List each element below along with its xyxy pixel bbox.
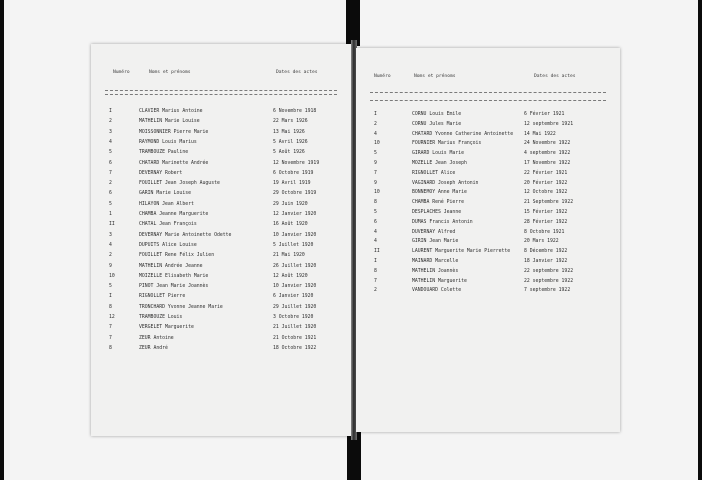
register-entry [91,109,353,119]
entry-date: 28 Février 1922 [524,219,568,225]
entry-name: DESPLACHES Jeanne [412,210,462,215]
entry-number: 5 [374,210,377,215]
entry-name: LAURENT Marguerite Marie Pierrette [412,249,511,255]
entry-date: 22 Février 1921 [524,170,568,176]
entry-name: FOUILLET Rene Félix Julien [139,253,215,259]
entry-number: 5 [109,150,112,156]
entry-date: 5 Juillet 1920 [273,242,314,248]
entry-date: 20 Février 1922 [524,180,568,186]
header-name: Noms et prénoms [149,70,191,75]
entry-number: 9 [374,180,377,186]
register-entry [91,264,353,274]
register-entry [91,202,353,212]
register-entry [356,112,620,122]
entry-date: 6 Janvier 1920 [273,294,314,300]
entry-date: 22 septembre 1922 [524,278,574,284]
entry-number: 7 [109,335,112,341]
entry-number: 4 [109,139,112,145]
register-entry [91,346,353,356]
register-entry [91,150,353,160]
register-entry [91,243,353,253]
entry-number: 2 [374,121,377,127]
entry-date: 7 septembre 1922 [524,288,571,294]
scanner-edge-right [698,0,702,480]
entry-date: 6 Octobre 1919 [273,170,314,176]
entry-number: 7 [109,170,112,176]
entry-number: 5 [109,201,112,207]
entry-date: 16 Août 1920 [273,222,308,228]
entry-number: 3 [109,232,112,238]
entry-name: BONNEMOY Anne Marie [412,190,467,196]
register-entry [356,239,620,249]
entry-date: 21 Mai 1920 [273,253,305,259]
entry-date: 5 Avril 1926 [273,139,308,145]
register-entry [91,191,353,201]
entry-name: GIRIN Jean Marie [412,239,459,245]
entry-name: VERGELET Marguerite [139,325,194,331]
entry-date: 12 Novembre 1919 [273,160,320,166]
register-entry [356,288,620,298]
entry-name: HILAYON Jean Albert [139,201,194,207]
entry-name: ZEUR André [139,345,168,351]
left-register-page [91,44,353,436]
entry-date: 21 Septembre 1922 [524,200,574,206]
entry-date: 12 Octobre 1922 [524,190,568,196]
entry-number: 8 [109,345,112,351]
register-entry [356,151,620,161]
entry-number: 2 [109,253,112,259]
entry-number: 1 [109,212,112,217]
entry-date: 29 Juillet 1920 [273,304,317,310]
register-entry [91,212,353,222]
entry-name: FOURNIER Marius François [412,141,482,147]
register-entry [91,325,353,335]
entry-number: 2 [109,119,112,125]
entry-number: 7 [374,170,377,176]
entry-name: CHATARD Marinette Andrée [139,160,209,166]
entry-name: TRONCHARD Yvonne Jeanne Marie [139,304,223,310]
entry-date: 6 Novembre 1918 [273,109,317,114]
entry-name: MATHELIN Marie Louise [139,119,200,125]
register-entry [91,284,353,294]
entry-name: DUPUITS Alice Louise [139,242,197,248]
entry-date: 10 Janvier 1920 [273,232,317,238]
register-entry [356,171,620,181]
entry-number: 8 [374,268,377,274]
entry-number: 9 [109,263,112,269]
entry-name: VAGINARD Joseph Antonin [412,180,479,186]
entry-name: CORNU Louis Emile [412,112,462,117]
entry-number: 10 [109,273,115,279]
entry-number: 5 [109,284,112,290]
entry-date: 21 Octobre 1921 [273,335,317,341]
entry-number: 9 [374,161,377,166]
scanner-edge-left [0,0,4,480]
entry-date: 20 Mars 1922 [524,239,559,245]
register-entry [356,210,620,220]
entry-name: GIRARD Louis Marie [412,151,464,157]
entry-name: GARIN Marie Louise [139,191,191,197]
entry-date: 12 septembre 1921 [524,121,574,127]
entry-date: 8 Décembre 1922 [524,249,568,255]
entry-number: I [374,259,377,264]
entry-date: 29 Juin 1920 [273,201,308,207]
register-entry [91,222,353,232]
entry-name: VANDOUARD Colette [412,288,462,294]
header-rule-2 [105,94,337,95]
entry-date: 22 septembre 1922 [524,268,574,274]
header-name: Noms et prénoms [414,74,456,79]
entry-number: 4 [374,131,377,137]
entry-number: 6 [109,191,112,197]
register-entry [356,141,620,151]
entry-name: CHATARD Yvonne Catherine Antoinette [412,131,514,137]
entry-number: I [374,112,377,117]
register-entry [356,269,620,279]
register-entry [91,233,353,243]
register-entry [356,161,620,171]
entry-name: ZEUR Antoine [139,335,174,341]
entry-name: RAYMOND Louis Marius [139,139,197,145]
entry-date: 8 Octobre 1921 [524,229,565,235]
entry-name: CLAVIER Marius Antoine [139,109,203,114]
entry-date: 13 Mai 1926 [273,129,305,135]
register-entry [356,200,620,210]
entry-name: TRAMBOUZE Pauline [139,150,189,156]
register-entry [356,259,620,269]
entry-name: RIGNOLLET Pierre [139,294,186,300]
register-entry [91,161,353,171]
register-entry [91,171,353,181]
register-entry [91,315,353,325]
register-entry [91,140,353,150]
register-entry [91,253,353,263]
entry-number: 6 [109,160,112,166]
register-entry [91,336,353,346]
header-rule [370,92,606,93]
entry-number: 4 [374,239,377,245]
header-number: Numéro [374,74,391,79]
entry-date: 6 Février 1921 [524,112,565,117]
entry-number: 12 [109,315,115,320]
entry-date: 17 Novembre 1922 [524,161,571,166]
register-entry [356,279,620,289]
entry-name: TRAMBOUZE Louis [139,315,183,320]
entry-number: 5 [374,151,377,157]
entry-name: FOUILLET Jean Joseph Auguste [139,181,220,187]
entry-number: 3 [109,129,112,135]
entry-number: 2 [109,181,112,187]
header-date: Dates des actes [276,70,318,75]
header-rule-2 [370,100,606,101]
entry-number: I [109,109,112,114]
entry-name: MATHELIN Marguerite [412,278,467,284]
entry-number: 10 [374,141,380,147]
entry-number: II [374,249,380,255]
entry-date: 3 Octobre 1920 [273,315,314,320]
right-register-page [356,48,620,432]
entry-number: II [109,222,115,228]
register-entry [91,130,353,140]
entry-name: MOIZELLE Elisabeth Marie [139,273,209,279]
entry-name: DUVERNAY Alfred [412,229,456,235]
entry-number: 8 [374,200,377,206]
register-entry [91,119,353,129]
entry-name: CHAMBA Jeanne Marguerite [139,212,209,217]
entry-date: 19 Avril 1919 [273,181,311,187]
register-entry [356,230,620,240]
register-entry [356,122,620,132]
entry-name: MAINARD Marcelle [412,259,459,264]
entry-name: CHATAL Jean François [139,222,197,228]
entry-date: 29 Octobre 1919 [273,191,317,197]
entry-name: RIGNOLLET Alice [412,170,456,176]
register-entry [91,181,353,191]
register-entry [356,132,620,142]
entry-number: I [109,294,112,300]
entry-date: 10 Janvier 1920 [273,284,317,290]
register-entry [356,181,620,191]
register-entry [91,274,353,284]
entry-date: 21 Juillet 1920 [273,325,317,331]
entry-date: 24 Novembre 1922 [524,141,571,147]
entry-number: 10 [374,190,380,196]
header-number: Numéro [113,70,130,75]
register-entry [356,190,620,200]
entry-name: DUMAS Francis Antonin [412,219,473,225]
entry-number: 2 [374,288,377,294]
entry-number: 8 [109,304,112,310]
entry-name: CHAMBA René Pierre [412,200,464,206]
entry-date: 4 septembre 1922 [524,151,571,157]
entry-name: DEVERNAY Marie Antoinette Odette [139,232,232,238]
register-entry [91,294,353,304]
register-entry [91,305,353,315]
entry-date: 18 Octobre 1922 [273,345,317,351]
entry-number: 7 [374,278,377,284]
entry-name: PINOT Jean Marie Joannès [139,284,209,290]
entry-date: 12 Août 1920 [273,273,308,279]
entry-name: DEVERNAY Robert [139,170,183,176]
entry-date: 14 Mai 1922 [524,131,556,137]
entry-name: CORNU Jules Marie [412,121,462,127]
register-entry [356,249,620,259]
entry-number: 7 [109,325,112,331]
entry-date: 22 Mars 1926 [273,119,308,125]
entry-name: MOISSONNIER Pierre Marie [139,129,209,135]
entry-name: MATHELIN Andrée Jeanne [139,263,203,269]
entry-name: MOZELLE Jean Joseph [412,161,467,166]
header-date: Dates des actes [534,74,576,79]
entry-name: MATHELIN Joannès [412,268,459,274]
register-entry [356,220,620,230]
entry-date: 5 Août 1926 [273,150,305,156]
entry-date: 15 Février 1922 [524,210,568,215]
header-rule [105,90,337,91]
entry-number: 6 [374,219,377,225]
entry-date: 12 Janvier 1920 [273,212,317,217]
entry-number: 4 [109,242,112,248]
entry-number: 4 [374,229,377,235]
entry-date: 18 Janvier 1922 [524,259,568,264]
entry-date: 26 Juillet 1920 [273,263,317,269]
